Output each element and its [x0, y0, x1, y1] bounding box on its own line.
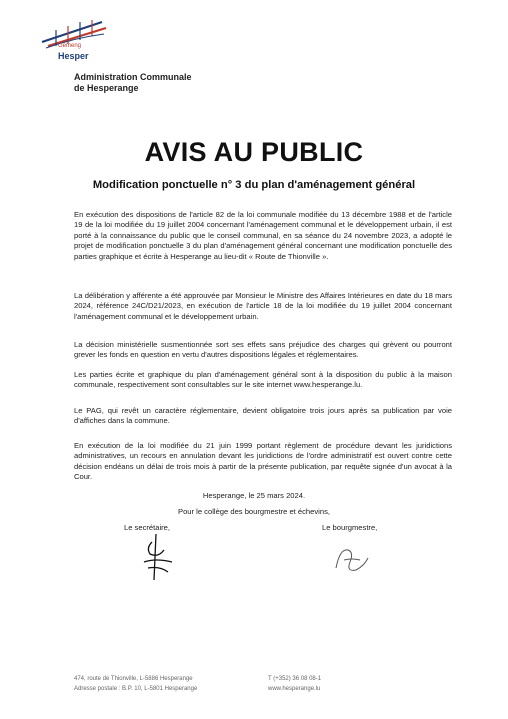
footer-contact [268, 674, 321, 694]
page-subtitle: Modification ponctuelle n° 3 du plan d'aménagement général [92, 179, 416, 191]
mayor-label: Le bourgmestre, [322, 523, 378, 532]
footer-address [74, 674, 197, 694]
paragraph-2: La délibération y afférente a été approuvée par Monsieur le Ministre des Affaires Intérieures en date du 18 mars 2024, référence 24C/D21/2023, en exécution de l'article 18 de la loi modifiée du 19 juillet 2004 concernant l'aménagement communal et le développement urbain. [74, 291, 452, 321]
secretary-signature [138, 532, 178, 582]
logo-small-text: Gemeng [58, 43, 82, 49]
admin-line-1: Administration Communale [74, 72, 192, 82]
paragraph-1: En exécution des dispositions de l'article 82 de la loi communale modifiée du 13 décembre 1988 et de l'article 19 de la loi modifiée du 19 juillet 2004 concernant l'aménagement communal et le développement urbain, il est porté à la connaissance du public que le conseil communal, en sa séance du 24 novembre 2023, a adopté le projet de modification ponctuelle 3 du plan d'aménagement général concernant une modification ponctuelle des parties graphique et écrite à Hesperange au lieu-dit « Route de Thionville ». [74, 210, 452, 261]
administration-header [74, 72, 192, 94]
footer-phone: T (+352) 36 08 08-1 [268, 676, 322, 682]
mayor-signature [330, 542, 374, 576]
paragraph-4: Les parties écrite et graphique du plan d'aménagement général sont à la disposition du public à la maison communale, respectivement sont consultables sur le site internet www.hesperange.lu. [74, 370, 452, 390]
secretary-label: Le secrétaire, [124, 523, 171, 532]
paragraph-5: Le PAG, qui revêt un caractère réglementaire, devient obligatoire trois jours après sa publication par voie d'affiches dans la commune. [74, 406, 452, 426]
paragraph-6: En exécution de la loi modifiée du 21 juin 1999 portant règlement de procédure devant les juridictions administratives, un recours en annulation devant les juridictions de l'ordre administratif est ouvert contre cette décision endéans un délai de trois mois à partir de la présente publication, par requête signée d'un avocat à la Cour. [74, 441, 452, 482]
logo-name: Hesper [58, 51, 89, 61]
college-line: Pour le collège des bourgmestre et échevins, [178, 507, 330, 516]
date-line: Hesperange, le 25 mars 2024. [202, 491, 306, 500]
admin-line-2: de Hesperange [74, 83, 139, 93]
footer-address-line-1: 474, route de Thionville, L-5886 Hesperange [74, 676, 193, 682]
paragraph-3: La décision ministérielle susmentionnée sort ses effets sans préjudice des charges qui grèvent ou pourront grever les fonds en question en vertu d'autres dispositions légales et réglementaires. [74, 340, 452, 360]
page-title: AVIS AU PUBLIC [144, 137, 364, 167]
footer-address-line-2: Adresse postale : B.P. 10, L-5801 Hesperange [74, 686, 198, 692]
footer-website: www.hesperange.lu [268, 686, 321, 692]
